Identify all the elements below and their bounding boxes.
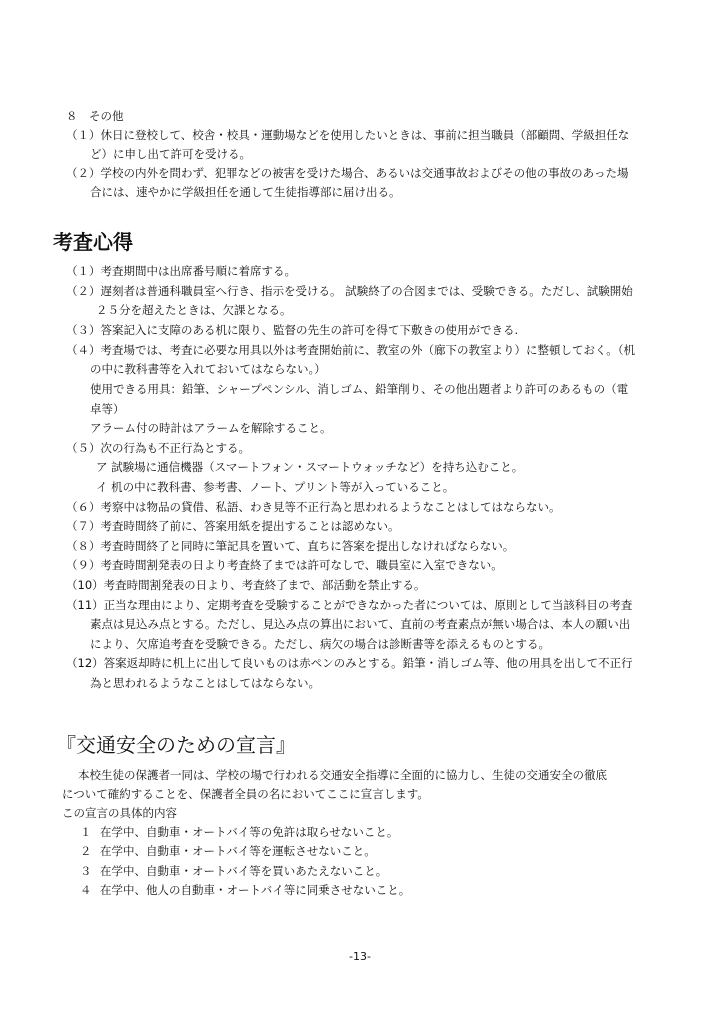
- exam-rule-line: イ 机の中に教科書、参考書、ノート、プリント等が入っていること。: [96, 480, 455, 494]
- section-8-item-1-line-1: （１）休日に登校して、校舎・校具・運動場などを使用したいときは、事前に担当職員（部顧問、学級担任な: [66, 128, 630, 142]
- exam-rule-line: （３）答案記入に支障のある机に限り、監督の先生の許可を得て下敷きの使用ができる.: [66, 323, 519, 337]
- exam-rule-line: の中に教科書等を入れておいてはならない。）: [90, 362, 326, 376]
- exam-rule-line: （12）答案返却時に机上に出して良いものは赤ペンのみとする。鉛筆・消しゴム等、他の用具を出して不正行: [66, 656, 633, 670]
- exam-rule-line: （２）遅刻者は普通科職員室へ行き、指示を受ける。 試験終了の合図までは、受験できる。ただし、試験開始: [66, 284, 633, 298]
- declaration-body-line-2: について確約することを、保護者全員の名においてここに宣言します。: [62, 787, 429, 801]
- exam-rule-line: （４）考査場では、考査に必要な用具以外は考査開始前に、教室の外（廊下の教室より）に整頓しておく。（机: [66, 343, 636, 357]
- section-8-item-2-line-1: （２）学校の内外を問わず、犯罪などの被害を受けた場合、あるいは交通事故およびその他の事故のあった場: [66, 166, 629, 180]
- exam-rule-line: 為と思われるようなことはしてはならない。: [90, 676, 320, 690]
- exam-rules-heading: 考査心得: [53, 230, 133, 254]
- exam-rule-line: （５）次の行為も不正行為とする。: [66, 441, 250, 455]
- declaration-item-text: 在学中、他人の自動車・オートバイ等に同乗させないこと。: [100, 883, 411, 897]
- declaration-item-number: ４: [80, 883, 92, 897]
- section-8-item-2-line-2: 合には、速やかに学級担任を通して生徒指導部に届け出る。: [90, 185, 401, 199]
- declaration-list-heading: この宣言の具体的内容: [62, 806, 177, 820]
- exam-rule-line: （７）考査時間終了前に、答案用紙を提出することは認めない。: [66, 519, 400, 533]
- page-number: -13-: [349, 950, 371, 963]
- exam-rule-line: により、欠席追考査を受験できる。ただし、病欠の場合は診断書等を添えるものとする。: [90, 637, 550, 651]
- exam-rule-line: 素点は見込み点とする。ただし、見込み点の算出において、直前の考査素点が無い場合は、本人の願い出: [90, 617, 631, 631]
- exam-rule-line: （10）考査時間割発表の日より、考査終了まで、部活動を禁止する。: [66, 578, 426, 592]
- declaration-item-number: １: [80, 825, 92, 839]
- section-8-item-1-line-2: ど）に申し出て許可を受ける。: [90, 147, 251, 161]
- declaration-body-line-1: 本校生徒の保護者一同は、学校の場で行われる交通安全指導に全面的に協力し、生徒の交通安全の徹底: [78, 768, 607, 782]
- exam-rule-line: 使用できる用具：鉛筆、シャープペンシル、消しゴム、鉛筆削り、その他出題者より許可のあるもの（電: [90, 382, 629, 396]
- declaration-title: 『交通安全のための宣言』: [56, 733, 296, 757]
- exam-rule-line: （９）考査時間割発表の日より考査終了までは許可なしで、職員室に入室できない。: [66, 558, 503, 572]
- exam-rule-line: （１）考査期間中は出席番号順に着席する。: [66, 264, 296, 278]
- exam-rule-line: （８）考査時間終了と同時に筆記具を置いて、直ちに答案を提出しなければならない。: [66, 539, 515, 553]
- section-8-heading: ８ その他: [66, 109, 124, 123]
- exam-rule-line: ２５分を超えたときは、欠課となる。: [96, 303, 292, 317]
- exam-rule-line: アラーム付の時計はアラームを解除すること。: [90, 421, 332, 435]
- exam-rule-line: 卓等）: [90, 402, 125, 416]
- declaration-item-number: ２: [80, 844, 92, 858]
- declaration-item-text: 在学中、自動車・オートバイ等を運転させないこと。: [100, 844, 376, 858]
- exam-rule-line: ア 試験場に通信機器（スマートフォン・スマートウォッチなど）を持ち込むこと。: [96, 460, 524, 474]
- declaration-item-number: ３: [80, 864, 92, 878]
- declaration-item-text: 在学中、自動車・オートバイ等の免許は取らせないこと。: [100, 825, 399, 839]
- exam-rule-line: （６）考察中は物品の貸借、私語、わき見等不正行為と思われるようなことはしてはならない。: [66, 500, 561, 514]
- declaration-item-text: 在学中、自動車・オートバイ等を買いあたえないこと。: [100, 864, 388, 878]
- exam-rule-line: （11）正当な理由により、定期考査を受験することができなかった者については、原則として当該科目の考査: [66, 598, 633, 612]
